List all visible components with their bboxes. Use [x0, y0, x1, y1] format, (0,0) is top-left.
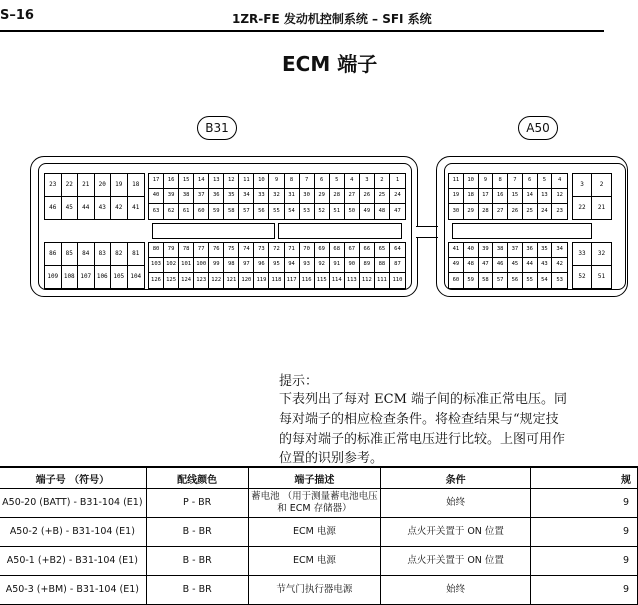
pin-cell: 45: [62, 197, 79, 220]
pin-cell: 53: [300, 204, 315, 219]
pin-cell: 24: [390, 189, 405, 204]
header-rule: [0, 30, 604, 32]
header-specification: 规: [530, 467, 637, 489]
pin-cell: 78: [179, 243, 194, 258]
pin-cell: 31: [285, 189, 300, 204]
pin-cell: 47: [479, 258, 494, 273]
pin-cell: 53: [556, 276, 563, 283]
pin-cell: 8: [285, 174, 300, 189]
pin-cell: 11: [239, 174, 254, 189]
pin-cell: 40: [464, 243, 479, 258]
cell-condition: 点火开关置于 ON 位置: [381, 547, 531, 576]
pin-cell: 94: [285, 258, 300, 273]
pin-cell: 91: [330, 258, 345, 273]
pin-cell: 115: [315, 273, 330, 288]
pin-cell: 122: [209, 273, 224, 288]
pin-cell: 33: [573, 243, 592, 266]
pin-cell: 39: [164, 189, 179, 204]
pin-cell: 23: [556, 207, 563, 214]
pin-cell: 68: [330, 243, 345, 258]
pin-cell: 119: [254, 273, 269, 288]
pin-block-a50-upper: [448, 173, 568, 220]
pin-cell: 108: [62, 266, 79, 289]
pin-cell: 19: [111, 174, 128, 197]
pin-cell: 95: [269, 258, 284, 273]
pin-cell: 52: [573, 266, 592, 289]
pin-cell: 65: [375, 243, 390, 258]
pin-cell: 86: [45, 243, 62, 266]
section-title: ECM 端子: [282, 52, 378, 76]
pin-cell: 54: [285, 204, 300, 219]
pin-cell: 60: [194, 204, 209, 219]
pin-cell: 27: [493, 204, 508, 219]
pin-cell: 124: [179, 273, 194, 288]
pin-cell: 49: [360, 204, 375, 219]
pin-cell: 50: [345, 204, 360, 219]
table-row: [0, 518, 638, 547]
pin-cell: 48: [375, 204, 390, 219]
pin-cell: 46: [493, 258, 508, 273]
pin-cell: 23: [45, 174, 62, 197]
pin-cell: 49: [449, 258, 464, 273]
table-row: [0, 547, 638, 576]
pin-cell: 52: [315, 204, 330, 219]
pin-cell: 21: [78, 174, 95, 197]
pin-cell: 15: [179, 174, 194, 189]
cell-specification: 9: [530, 489, 637, 518]
pin-cell: 88: [375, 258, 390, 273]
connector-label-a50: A50: [518, 116, 558, 140]
pin-cell: 38: [493, 243, 508, 258]
table-header-row: [0, 467, 638, 489]
pin-cell: 100: [194, 258, 209, 273]
pin-cell: 12: [552, 189, 567, 204]
pin-cell: 89: [360, 258, 375, 273]
pin-cell: 33: [254, 189, 269, 204]
pin-cell: 2: [375, 174, 390, 189]
pin-cell: 71: [285, 243, 300, 258]
pin-cell: 14: [523, 189, 538, 204]
pin-block-a50-upper-side: [572, 173, 612, 220]
pin-cell: 40: [149, 189, 164, 204]
pin-cell: 106: [95, 266, 112, 289]
pin-cell: 58: [224, 204, 239, 219]
cell-terminal: A50-3 (+BM) - B31-104 (E1): [0, 576, 146, 605]
pin-cell: 59: [209, 204, 224, 219]
pin-cell: 5: [538, 174, 553, 189]
pin-cell: 5: [330, 174, 345, 189]
tip-heading: 提示：: [279, 374, 319, 389]
key-slot-b31-b: [278, 223, 402, 239]
pin-cell: 79: [164, 243, 179, 258]
pin-cell: 57: [493, 273, 508, 288]
pin-cell: 44: [523, 258, 538, 273]
pin-cell: 118: [269, 273, 284, 288]
cell-specification: 9: [530, 576, 637, 605]
pin-cell: 35: [224, 189, 239, 204]
pin-cell: 64: [390, 243, 405, 258]
pin-cell: 15: [508, 189, 523, 204]
pin-cell: 72: [269, 243, 284, 258]
cell-terminal: A50-2 (+B) - B31-104 (E1): [0, 518, 146, 547]
pin-cell: 22: [573, 197, 592, 220]
pin-cell: 30: [449, 204, 464, 219]
pin-cell: 29: [464, 204, 479, 219]
connector-label-b31: B31: [197, 116, 237, 140]
pin-block-b31-lower-left: [44, 242, 145, 289]
pin-cell: 36: [523, 243, 538, 258]
pin-cell: 26: [360, 189, 375, 204]
pin-cell: 59: [464, 273, 479, 288]
pin-cell: 46: [45, 197, 62, 220]
pin-cell: 112: [360, 273, 375, 288]
pin-cell: 28: [479, 204, 494, 219]
pin-cell: 123: [194, 273, 209, 288]
cell-wire-color: B - BR: [146, 518, 248, 547]
pin-cell: 57: [239, 204, 254, 219]
pin-cell: 10: [254, 174, 269, 189]
pin-cell: 56: [254, 204, 269, 219]
pin-cell: 60: [449, 273, 464, 288]
pin-cell: 36: [209, 189, 224, 204]
pin-cell: 51: [330, 204, 345, 219]
pin-cell: 18: [464, 189, 479, 204]
pin-cell: 29: [315, 189, 330, 204]
pin-cell: 32: [592, 243, 611, 266]
pin-cell: 54: [538, 273, 553, 288]
pin-cell: 6: [315, 174, 330, 189]
pin-cell: 10: [464, 174, 479, 189]
pin-cell: 62: [164, 204, 179, 219]
pin-cell: 32: [269, 189, 284, 204]
pin-cell: 16: [493, 189, 508, 204]
pin-cell: 13: [538, 189, 553, 204]
pin-cell: 17: [149, 174, 164, 189]
cell-description: ECM 电源: [248, 518, 381, 547]
pin-cell: 13: [209, 174, 224, 189]
pin-cell: 42: [111, 197, 128, 220]
pin-cell: 92: [315, 258, 330, 273]
pin-cell: 70: [300, 243, 315, 258]
pin-cell: 37: [194, 189, 209, 204]
pin-cell: 45: [508, 258, 523, 273]
pin-cell: 120: [239, 273, 254, 288]
pin-cell: 61: [179, 204, 194, 219]
pin-cell: 22: [62, 174, 79, 197]
cell-wire-color: B - BR: [146, 576, 248, 605]
pin-cell: 17: [479, 189, 494, 204]
pin-block-b31-lower-right: [148, 242, 406, 289]
cell-condition: 始终: [381, 576, 531, 605]
pin-cell: 30: [300, 189, 315, 204]
pin-cell: 81: [128, 243, 145, 266]
pin-cell: 1: [390, 174, 405, 189]
pin-block-b31-upper-left: [44, 173, 145, 220]
pin-cell: 67: [345, 243, 360, 258]
header-condition: 条件: [381, 467, 531, 489]
pin-cell: 3: [573, 174, 592, 197]
pin-cell: 121: [224, 273, 239, 288]
header-description: 端子描述: [248, 467, 381, 489]
pin-cell: 28: [330, 189, 345, 204]
pin-cell: 34: [239, 189, 254, 204]
pin-cell: 126: [149, 273, 164, 288]
pin-cell: 116: [300, 273, 315, 288]
pin-cell: 7: [300, 174, 315, 189]
pin-cell: 9: [479, 174, 494, 189]
pin-cell: 44: [78, 197, 95, 220]
pin-cell: 80: [149, 243, 164, 258]
key-slot-b31-a: [152, 223, 275, 239]
pin-cell: 104: [130, 272, 142, 280]
cell-condition: 始终: [381, 489, 531, 518]
pin-cell: 87: [390, 258, 405, 273]
pin-block-a50-lower: [448, 242, 568, 289]
pin-cell: 83: [95, 243, 112, 266]
pin-cell: 14: [194, 174, 209, 189]
tip-line: 每对端子的相应检查条件。将检查结果与“规定技: [279, 412, 559, 427]
pin-cell: 125: [164, 273, 179, 288]
pin-cell: 43: [538, 258, 553, 273]
terminal-voltage-table: [0, 466, 638, 605]
header-wire-color: 配线颜色: [146, 467, 248, 489]
pin-block-b31-upper-right: [148, 173, 406, 220]
pin-cell: 111: [375, 273, 390, 288]
pin-cell: 55: [523, 273, 538, 288]
pin-cell: 74: [239, 243, 254, 258]
pin-cell: 21: [597, 203, 606, 211]
cell-specification: 9: [530, 518, 637, 547]
pin-cell: 93: [300, 258, 315, 273]
pin-cell: 102: [164, 258, 179, 273]
pin-cell: 55: [269, 204, 284, 219]
pin-cell: 109: [45, 266, 62, 289]
pin-cell: 7: [508, 174, 523, 189]
page-number: S–16: [0, 8, 34, 23]
pin-cell: 27: [345, 189, 360, 204]
pin-cell: 19: [449, 189, 464, 204]
pin-cell: 35: [538, 243, 553, 258]
pin-cell: 25: [375, 189, 390, 204]
pin-cell: 63: [149, 204, 164, 219]
cell-description: ECM 电源: [248, 547, 381, 576]
pin-cell: 34: [552, 243, 567, 258]
pin-block-a50-lower-side: [572, 242, 612, 289]
pin-cell: 26: [508, 204, 523, 219]
cell-terminal: A50-20 (BATT) - B31-104 (E1): [0, 489, 146, 518]
pin-cell: 39: [479, 243, 494, 258]
table-row: [0, 576, 638, 605]
pin-cell: 66: [360, 243, 375, 258]
pin-cell: 11: [449, 174, 464, 189]
pin-cell: 3: [360, 174, 375, 189]
pin-cell: 41: [449, 243, 464, 258]
pin-cell: 51: [597, 272, 606, 280]
pin-cell: 47: [394, 207, 401, 214]
pin-cell: 25: [523, 204, 538, 219]
pin-cell: 56: [508, 273, 523, 288]
pin-cell: 96: [254, 258, 269, 273]
pin-cell: 110: [392, 276, 403, 283]
pin-cell: 117: [285, 273, 300, 288]
pin-cell: 12: [224, 174, 239, 189]
pin-cell: 24: [538, 204, 553, 219]
pin-cell: 4: [345, 174, 360, 189]
pin-cell: 113: [345, 273, 360, 288]
connector-link: [416, 226, 438, 238]
pin-cell: 76: [209, 243, 224, 258]
cell-wire-color: P - BR: [146, 489, 248, 518]
pin-cell: 4: [552, 174, 567, 189]
pin-cell: 16: [164, 174, 179, 189]
pin-cell: 43: [95, 197, 112, 220]
pin-cell: 105: [111, 266, 128, 289]
pin-cell: 2: [592, 174, 611, 197]
pin-cell: 77: [194, 243, 209, 258]
pin-cell: 42: [552, 258, 567, 273]
pin-cell: 41: [132, 203, 140, 211]
pin-cell: 82: [111, 243, 128, 266]
pin-cell: 114: [330, 273, 345, 288]
pin-cell: 37: [508, 243, 523, 258]
pin-cell: 107: [78, 266, 95, 289]
cell-specification: 9: [530, 547, 637, 576]
cell-description: 节气门执行器电源: [248, 576, 381, 605]
pin-cell: 58: [479, 273, 494, 288]
pin-cell: 38: [179, 189, 194, 204]
pin-cell: 69: [315, 243, 330, 258]
tip-line: 的每对端子的标准正常电压进行比较。上图可用作: [279, 432, 566, 447]
cell-wire-color: B - BR: [146, 547, 248, 576]
cell-description: 蓄电池 （用于测量蓄电池电压和 ECM 存储器）: [248, 489, 381, 518]
header-terminal: 端子号 （符号）: [0, 467, 146, 489]
pin-cell: 103: [149, 258, 164, 273]
pin-cell: 9: [269, 174, 284, 189]
table-row: [0, 489, 638, 518]
tip-line: 位置的识别参考。: [279, 451, 384, 466]
pin-cell: 75: [224, 243, 239, 258]
pin-cell: 18: [128, 174, 145, 197]
pin-cell: 84: [78, 243, 95, 266]
tip-line: 下表列出了每对 ECM 端子间的标准正常电压。同: [279, 392, 568, 407]
pin-cell: 101: [179, 258, 194, 273]
pin-cell: 48: [464, 258, 479, 273]
pin-cell: 8: [493, 174, 508, 189]
cell-condition: 点火开关置于 ON 位置: [381, 518, 531, 547]
pin-cell: 20: [95, 174, 112, 197]
pin-cell: 6: [523, 174, 538, 189]
pin-cell: 97: [239, 258, 254, 273]
pin-cell: 85: [62, 243, 79, 266]
running-title: 1ZR-FE 发动机控制系统 – SFI 系统: [232, 12, 432, 26]
key-slot-a50: [452, 223, 592, 239]
pin-cell: 99: [209, 258, 224, 273]
cell-terminal: A50-1 (+B2) - B31-104 (E1): [0, 547, 146, 576]
pin-cell: 90: [345, 258, 360, 273]
pin-cell: 98: [224, 258, 239, 273]
pin-cell: 73: [254, 243, 269, 258]
